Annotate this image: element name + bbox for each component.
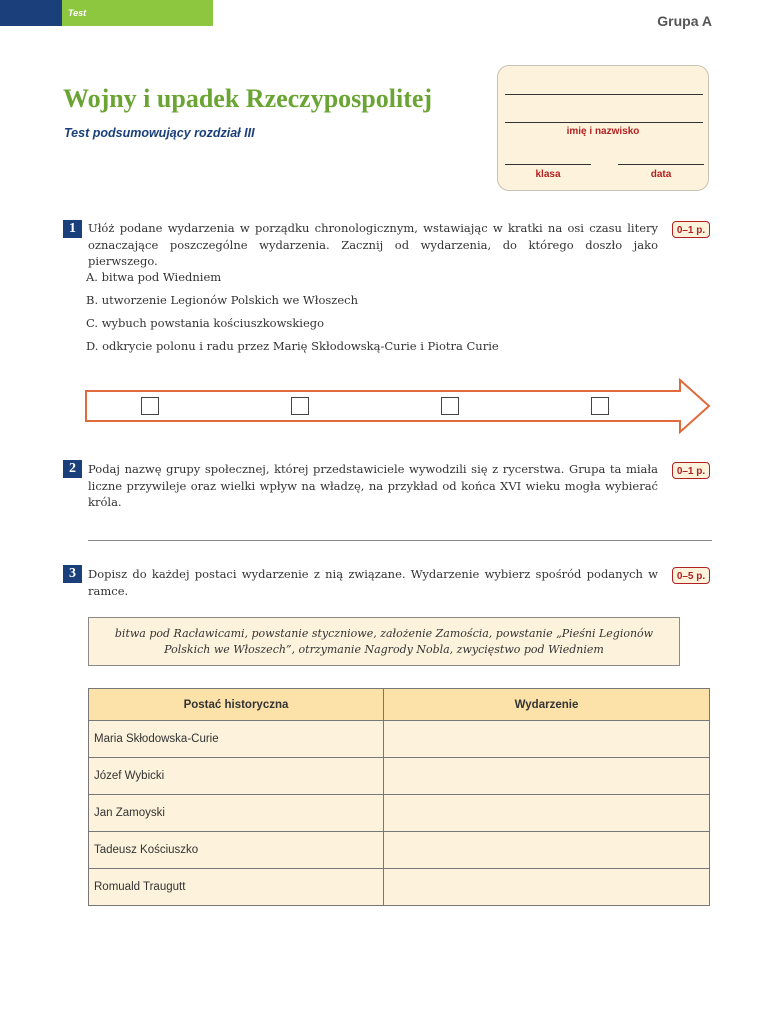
table-cell-event-answer[interactable] [384,869,710,906]
name-line-2[interactable] [505,122,703,123]
question-2-text: Podaj nazwę grupy społecznej, której przedstawiciele wywodzili się z rycerstwa. Grupa ta miała liczne przywileje oraz wielki wpływ na władzę, na przykład od końca XVI wieku mogła wybierać króla. [88,462,658,509]
class-line[interactable] [505,164,591,165]
word-box [88,617,680,666]
question-1-points: 0–1 p. [672,221,710,238]
table-cell-event-answer[interactable] [384,795,710,832]
table-cell-person: Józef Wybicki [89,758,384,795]
student-info-box [497,65,709,191]
class-label: klasa [535,169,561,180]
date-label: data [650,169,672,180]
question-2-points: 0–1 p. [672,462,710,479]
table-row [89,795,710,832]
question-3-text: Dopisz do każdej postaci wydarzenie z nią związane. Wydarzenie wybierz spośród podanych w ramce. [88,567,658,598]
group-label: Grupa A [657,13,712,29]
table-header-person: Postać historyczna [89,689,384,721]
date-line[interactable] [618,164,704,165]
timeline-box-4[interactable] [591,397,609,415]
table-cell-event-answer[interactable] [384,758,710,795]
question-2-answer-line[interactable] [88,540,712,541]
table-cell-event-answer[interactable] [384,721,710,758]
table-cell-person: Maria Skłodowska-Curie [89,721,384,758]
timeline-box-1[interactable] [141,397,159,415]
table-header-event: Wydarzenie [384,689,710,721]
timeline-arrow [84,378,714,436]
table-row [89,721,710,758]
table-cell-event-answer[interactable] [384,832,710,869]
question-1-number: 1 [63,220,82,238]
page-subtitle: Test podsumowujący rozdział III [64,126,255,140]
table-row [89,758,710,795]
table-cell-person: Jan Zamoyski [89,795,384,832]
page-title: Wojny i upadek Rzeczypospolitej [63,84,433,113]
header-label: Test [68,8,87,18]
table-row [89,869,710,906]
question-3-points: 0–5 p. [672,567,710,584]
matching-table [88,688,710,906]
header-strip-blue [0,0,62,26]
question-3-number: 3 [63,565,82,583]
question-1-option-d: D. odkrycie polonu i radu przez Marię Skłodowską-Curie i Piotra Curie [86,339,499,353]
name-line-1[interactable] [505,94,703,95]
name-label: imię i nazwisko [566,126,640,137]
question-1-option-c: C. wybuch powstania kościuszkowskiego [86,316,325,330]
question-1-text: Ułóż podane wydarzenia w porządku chronologicznym, wstawiając w kratki na osi czasu litery oznaczające poszczególne wydarzenia. Zacznij od wydarzenia, do którego doszło jako pierwszego. [88,221,658,268]
timeline-box-2[interactable] [291,397,309,415]
word-box-text: bitwa pod Racławicami, powstanie styczniowe, założenie Zamościa, powstanie „Pieśni Legionów Polskich we Włoszech”, otrzymanie Nagrody Nobla, zwycięstwo pod Wiedniem [114,626,654,656]
question-1-option-a: A. bitwa pod Wiedniem [86,270,222,284]
table-cell-person: Tadeusz Kościuszko [89,832,384,869]
question-1-option-b: B. utworzenie Legionów Polskich we Włoszech [86,293,359,307]
question-2-number: 2 [63,460,82,478]
table-cell-person: Romuald Traugutt [89,869,384,906]
table-row [89,832,710,869]
timeline-box-3[interactable] [441,397,459,415]
